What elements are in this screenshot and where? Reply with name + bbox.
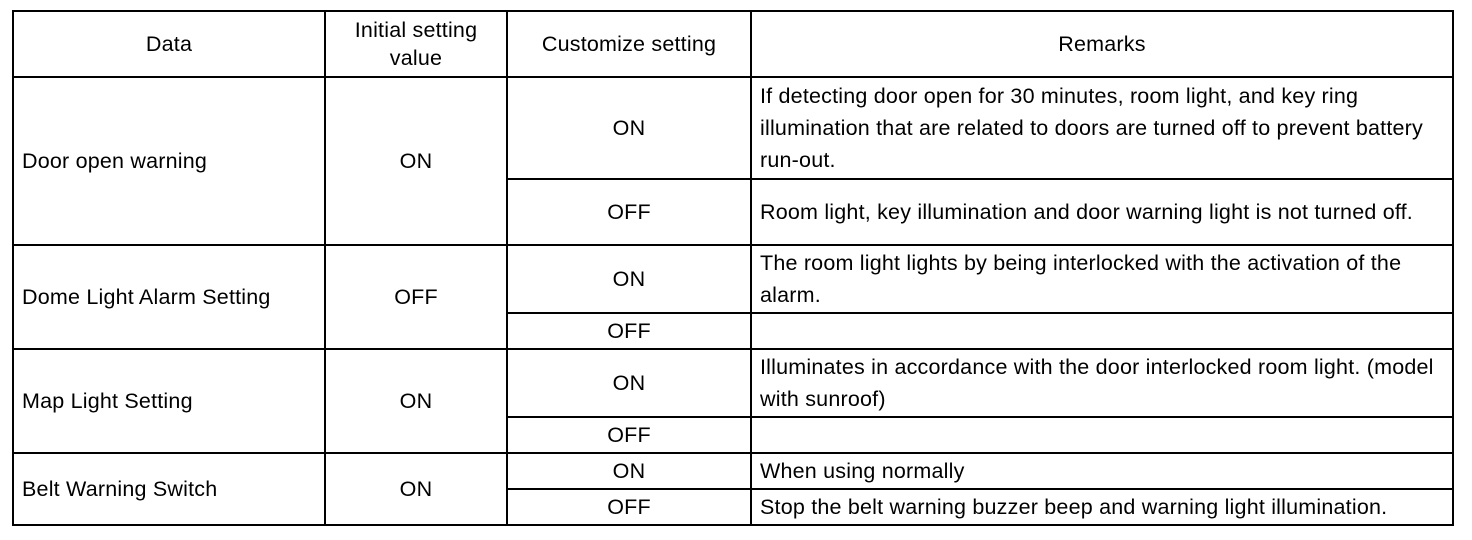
header-initial-setting-value bbox=[325, 11, 507, 77]
remarks-cell: Stop the belt warning buzzer beep and warning light illumination. bbox=[751, 489, 1453, 525]
data-cell: Belt Warning Switch bbox=[13, 453, 325, 525]
customize-settings-table bbox=[12, 10, 1454, 526]
customize-setting-cell: ON bbox=[507, 77, 751, 179]
header-remarks: Remarks bbox=[751, 11, 1453, 77]
remarks-cell bbox=[751, 313, 1453, 349]
header-initial-line1: Initial setting bbox=[354, 18, 478, 42]
header-customize-setting: Customize setting bbox=[507, 11, 751, 77]
remarks-cell: Illuminates in accordance with the door interlocked room light. (model with sunroof) bbox=[751, 349, 1453, 417]
customize-setting-cell: OFF bbox=[507, 179, 751, 245]
table-row bbox=[13, 453, 1453, 489]
customize-setting-cell: ON bbox=[507, 245, 751, 313]
remarks-cell: Room light, key illumination and door warning light is not turned off. bbox=[751, 179, 1453, 245]
data-cell: Door open warning bbox=[13, 77, 325, 245]
customize-setting-cell: ON bbox=[507, 453, 751, 489]
customize-setting-cell: OFF bbox=[507, 417, 751, 453]
initial-value-cell: ON bbox=[325, 349, 507, 453]
initial-value-cell: OFF bbox=[325, 245, 507, 349]
customize-setting-cell: OFF bbox=[507, 313, 751, 349]
remarks-cell bbox=[751, 417, 1453, 453]
data-cell: Dome Light Alarm Setting bbox=[13, 245, 325, 349]
table-row bbox=[13, 349, 1453, 417]
data-cell: Map Light Setting bbox=[13, 349, 325, 453]
header-row bbox=[13, 11, 1453, 77]
initial-value-cell: ON bbox=[325, 453, 507, 525]
customize-setting-cell: ON bbox=[507, 349, 751, 417]
remarks-cell: If detecting door open for 30 minutes, room light, and key ring illumination that are related to doors are turned off to prevent battery run-out. bbox=[751, 77, 1453, 179]
table-row bbox=[13, 245, 1453, 313]
header-initial-line2: value bbox=[389, 46, 443, 70]
remarks-cell: The room light lights by being interlocked with the activation of the alarm. bbox=[751, 245, 1453, 313]
customize-setting-cell: OFF bbox=[507, 489, 751, 525]
remarks-cell: When using normally bbox=[751, 453, 1453, 489]
header-data: Data bbox=[13, 11, 325, 77]
initial-value-cell: ON bbox=[325, 77, 507, 245]
table-row bbox=[13, 77, 1453, 179]
